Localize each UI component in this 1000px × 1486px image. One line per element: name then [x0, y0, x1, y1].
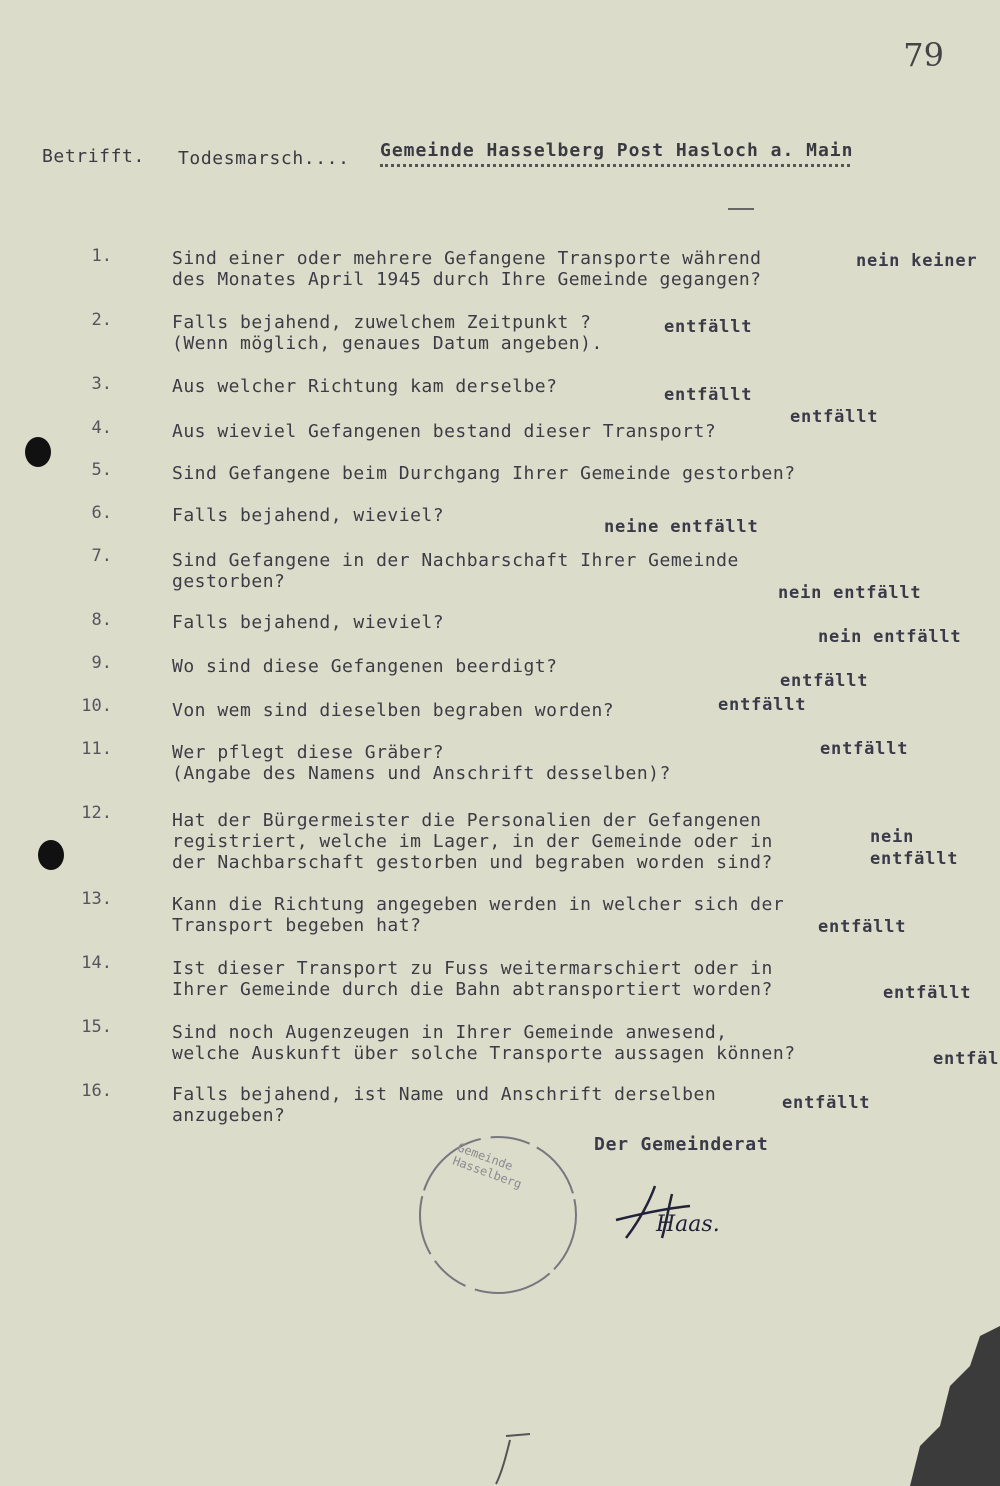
answer: nein keiner: [856, 251, 978, 271]
question-number: 4.: [91, 418, 112, 438]
question-number: 11.: [81, 739, 112, 759]
question-text: Falls bejahend, wieviel?: [172, 612, 445, 633]
question-number: 10.: [81, 696, 112, 716]
question-number: 2.: [91, 310, 112, 330]
signature: Haas.: [656, 1212, 720, 1237]
punch-hole: [25, 437, 51, 467]
municipality-line: Gemeinde Hasselberg Post Hasloch a. Main: [380, 140, 854, 161]
answer: entfällt: [818, 917, 907, 937]
council-title: Der Gemeinderat: [594, 1134, 769, 1155]
question-text: Falls bejahend, wieviel?: [172, 505, 445, 526]
question-text: Von wem sind dieselben begraben worden?: [172, 700, 615, 721]
answer: entfällt: [664, 317, 753, 337]
question-number: 12.: [81, 803, 112, 823]
question-text: Ist dieser Transport zu Fuss weitermarschiert oder in Ihrer Gemeinde durch die Bahn abtransportiert worden?: [172, 958, 773, 1000]
subject-text: Todesmarsch....: [178, 148, 350, 169]
dash-mark: [728, 208, 754, 210]
question-text: Kann die Richtung angegeben werden in welcher sich der Transport begeben hat?: [172, 894, 785, 936]
answer: nein entfällt: [818, 627, 962, 647]
question-text: Falls bejahend, ist Name und Anschrift derselben anzugeben?: [172, 1084, 717, 1126]
question-number: 6.: [91, 503, 112, 523]
pencil-mark: [480, 1432, 540, 1486]
question-number: 3.: [91, 374, 112, 394]
municipal-stamp: [410, 1125, 590, 1305]
page-number: 79: [903, 36, 944, 74]
question-number: 5.: [91, 460, 112, 480]
question-text: Sind Gefangene in der Nachbarschaft Ihrer Gemeinde gestorben?: [172, 550, 739, 592]
question-number: 16.: [81, 1081, 112, 1101]
question-text: Aus wieviel Gefangenen bestand dieser Transport?: [172, 421, 717, 442]
answer: entfällt: [780, 671, 869, 691]
stamp-text: Gemeinde Hasselberg: [450, 1140, 524, 1192]
question-number: 15.: [81, 1017, 112, 1037]
answer: entfällt: [790, 407, 879, 427]
answer: entfällt: [718, 695, 807, 715]
question-number: 1.: [91, 246, 112, 266]
question-text: Hat der Bürgermeister die Personalien der Gefangenen registriert, welche im Lager, in der Gemeinde oder in der Nachbarschaft gestorben und begraben worden sind?: [172, 810, 773, 873]
answer: neine entfällt: [604, 517, 759, 537]
torn-edge: [820, 1326, 1000, 1486]
answer: entfällt: [883, 983, 972, 1003]
question-text: Sind noch Augenzeugen in Ihrer Gemeinde anwesend, welche Auskunft über solche Transporte aussagen können?: [172, 1022, 796, 1064]
question-number: 7.: [91, 546, 112, 566]
subject-label: Betrifft.: [42, 146, 145, 167]
dotted-underline: [380, 164, 850, 167]
answer: nein entfällt: [778, 583, 922, 603]
answer: entfäl: [933, 1049, 1000, 1069]
question-text: Falls bejahend, zuwelchem Zeitpunkt ? (Wenn möglich, genaues Datum angeben).: [172, 312, 603, 354]
answer: entfällt: [820, 739, 909, 759]
punch-hole: [38, 840, 64, 870]
question-number: 9.: [91, 653, 112, 673]
question-text: Aus welcher Richtung kam derselbe?: [172, 376, 558, 397]
question-text: Wer pflegt diese Gräber? (Angabe des Namens und Anschrift desselben)?: [172, 742, 671, 784]
question-number: 14.: [81, 953, 112, 973]
answer: entfällt: [664, 385, 753, 405]
question-text: Sind Gefangene beim Durchgang Ihrer Gemeinde gestorben?: [172, 463, 796, 484]
answer: nein entfällt: [870, 827, 959, 869]
question-text: Wo sind diese Gefangenen beerdigt?: [172, 656, 558, 677]
answer: entfällt: [782, 1093, 871, 1113]
question-text: Sind einer oder mehrere Gefangene Transporte während des Monates April 1945 durch Ihre Gemeinde gegangen?: [172, 248, 762, 290]
question-number: 8.: [91, 610, 112, 630]
question-number: 13.: [81, 889, 112, 909]
